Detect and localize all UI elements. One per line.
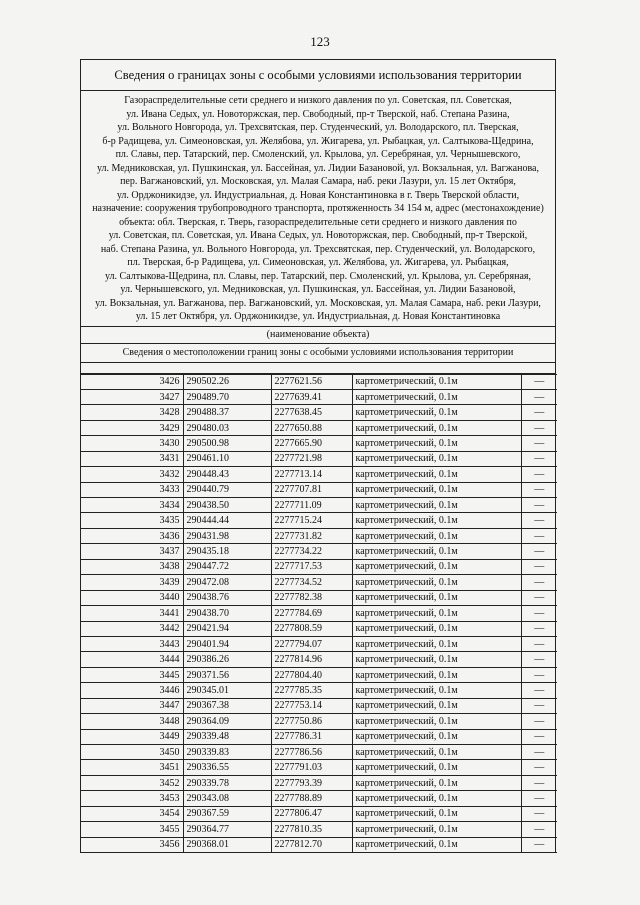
accuracy-dash: — — [521, 575, 557, 590]
accuracy-dash: — — [521, 451, 557, 466]
accuracy-dash: — — [521, 822, 557, 837]
determination-method: картометрический, 0.1м — [352, 760, 521, 775]
table-row — [81, 389, 557, 404]
point-number: 3444 — [81, 652, 183, 667]
table-row — [81, 451, 557, 466]
coordinate-y: 2277810.35 — [271, 822, 352, 837]
object-name-caption: (наименование объекта) — [81, 327, 555, 344]
coordinate-x: 290339.78 — [183, 775, 271, 790]
location-section-title: Сведения о местоположении границ зоны с особыми условиями использования территории — [81, 344, 555, 363]
coordinate-x: 290435.18 — [183, 544, 271, 559]
coordinate-y: 2277638.45 — [271, 405, 352, 420]
determination-method: картометрический, 0.1м — [352, 528, 521, 543]
coordinate-x: 290438.76 — [183, 590, 271, 605]
coordinate-x: 290336.55 — [183, 760, 271, 775]
accuracy-dash: — — [521, 374, 557, 389]
coordinate-y: 2277788.89 — [271, 791, 352, 806]
coordinate-x: 290364.77 — [183, 822, 271, 837]
table-row — [81, 544, 557, 559]
table-row — [81, 374, 557, 389]
determination-method: картометрический, 0.1м — [352, 420, 521, 435]
coordinate-y: 2277721.98 — [271, 451, 352, 466]
point-number: 3455 — [81, 822, 183, 837]
determination-method: картометрический, 0.1м — [352, 729, 521, 744]
accuracy-dash: — — [521, 467, 557, 482]
point-number: 3445 — [81, 667, 183, 682]
accuracy-dash: — — [521, 498, 557, 513]
description-line: ул. Советская, пл. Советская, ул. Ивана Седых, ул. Новоторжская, пер. Свободный, пр-т Тверской, — [108, 230, 528, 241]
point-number: 3436 — [81, 528, 183, 543]
accuracy-dash: — — [521, 559, 557, 574]
determination-method: картометрический, 0.1м — [352, 652, 521, 667]
determination-method: картометрический, 0.1м — [352, 621, 521, 636]
point-number: 3454 — [81, 806, 183, 821]
accuracy-dash: — — [521, 837, 557, 852]
point-number: 3430 — [81, 436, 183, 451]
point-number: 3446 — [81, 683, 183, 698]
determination-method: картометрический, 0.1м — [352, 714, 521, 729]
description-line: объекта: обл. Тверская, г. Тверь, газораспределительные сети среднего и низкого давления по — [119, 216, 517, 228]
determination-method: картометрический, 0.1м — [352, 791, 521, 806]
description-line: ул. Салтыкова-Щедрина, пл. Славы, пер. Татарский, пер. Смоленский, ул. Крылова, ул. Серебряная, — [105, 270, 531, 282]
table-row — [81, 745, 557, 760]
description-line: ул. 15 лет Октября, ул. Орджоникидзе, ул. Индустриальная, д. Новая Константиновка — [135, 311, 501, 322]
point-number: 3447 — [81, 698, 183, 713]
description-line: ул. Чернышевского, ул. Медниковская, ул. Пушкинская, ул. Бассейная, ул. Лидии Базановой, — [120, 284, 516, 295]
table-row — [81, 513, 557, 528]
coordinate-x: 290339.83 — [183, 745, 271, 760]
table-row — [81, 760, 557, 775]
coordinate-x: 290438.50 — [183, 498, 271, 513]
coordinate-y: 2277782.38 — [271, 590, 352, 605]
point-number: 3434 — [81, 498, 183, 513]
coordinate-y: 2277665.90 — [271, 436, 352, 451]
coordinate-y: 2277707.81 — [271, 482, 352, 497]
coordinate-x: 290480.03 — [183, 420, 271, 435]
determination-method: картометрический, 0.1м — [352, 467, 521, 482]
coordinate-x: 290401.94 — [183, 636, 271, 651]
table-row — [81, 714, 557, 729]
point-number: 3456 — [81, 837, 183, 852]
accuracy-dash: — — [521, 698, 557, 713]
page-number: 123 — [310, 34, 330, 49]
accuracy-dash: — — [521, 775, 557, 790]
coordinate-x: 290364.09 — [183, 714, 271, 729]
accuracy-dash: — — [521, 714, 557, 729]
coordinate-x: 290472.08 — [183, 575, 271, 590]
object-description — [81, 91, 555, 327]
description-line: ул. Вольного Новгорода, ул. Трехсвятская, пер. Студенческий, ул. Володарского, пл. Тверская, — [117, 122, 519, 133]
description-line: ул. Орджоникидзе, ул. Индустриальная, д. Новая Константиновка в г. Тверь Тверской области, — [116, 189, 520, 201]
table-row — [81, 621, 557, 636]
coordinate-y: 2277786.31 — [271, 729, 352, 744]
accuracy-dash: — — [521, 528, 557, 543]
coordinate-y: 2277806.47 — [271, 806, 352, 821]
point-number: 3451 — [81, 760, 183, 775]
table-row — [81, 698, 557, 713]
description-line: ул. Ивана Седых, ул. Новоторжская, пер. Свободный, пр-т Тверской, наб. Степана Разина, — [126, 108, 510, 120]
coordinate-x: 290421.94 — [183, 621, 271, 636]
coordinate-y: 2277621.56 — [271, 374, 352, 389]
point-number: 3431 — [81, 451, 183, 466]
coordinate-x: 290371.56 — [183, 667, 271, 682]
coordinate-x: 290345.01 — [183, 683, 271, 698]
coordinate-x: 290367.59 — [183, 806, 271, 821]
determination-method: картометрический, 0.1м — [352, 513, 521, 528]
coordinate-y: 2277808.59 — [271, 621, 352, 636]
determination-method: картометрический, 0.1м — [352, 636, 521, 651]
description-line: наб. Степана Разина, ул. Вольного Новгорода, ул. Трехсвятская, пер. Студенческий, ул. Володарского, — [100, 243, 536, 255]
coordinate-y: 2277715.24 — [271, 513, 352, 528]
coordinate-x: 290431.98 — [183, 528, 271, 543]
point-number: 3443 — [81, 636, 183, 651]
accuracy-dash: — — [521, 636, 557, 651]
point-number: 3435 — [81, 513, 183, 528]
determination-method: картометрический, 0.1м — [352, 374, 521, 389]
coordinate-x: 290488.37 — [183, 405, 271, 420]
coordinate-y: 2277804.40 — [271, 667, 352, 682]
point-number: 3433 — [81, 482, 183, 497]
point-number: 3426 — [81, 374, 183, 389]
description-line: пл. Тверская, б-р Радищева, ул. Симеоновская, ул. Желябова, ул. Жигарева, ул. Рыбацкая, — [127, 257, 509, 268]
point-number: 3453 — [81, 791, 183, 806]
determination-method: картометрический, 0.1м — [352, 389, 521, 404]
description-line: ул. Медниковская, ул. Пушкинская, ул. Бассейная, ул. Лидии Базановой, ул. Вокзальная, ул. Вагжанова, — [97, 162, 539, 174]
table-row — [81, 436, 557, 451]
determination-method: картометрический, 0.1м — [352, 482, 521, 497]
determination-method: картометрический, 0.1м — [352, 436, 521, 451]
accuracy-dash: — — [521, 389, 557, 404]
table-row — [81, 482, 557, 497]
accuracy-dash: — — [521, 729, 557, 744]
determination-method: картометрический, 0.1м — [352, 405, 521, 420]
coordinate-x: 290444.44 — [183, 513, 271, 528]
boundary-info-form — [80, 59, 556, 853]
accuracy-dash: — — [521, 760, 557, 775]
table-row — [81, 405, 557, 420]
table-row — [81, 729, 557, 744]
coordinate-y: 2277753.14 — [271, 698, 352, 713]
coordinate-x: 290448.43 — [183, 467, 271, 482]
table-row — [81, 652, 557, 667]
coordinate-x: 290386.26 — [183, 652, 271, 667]
description-line: б-р Радищева, ул. Симеоновская, ул. Желябова, ул. Жигарева, ул. Рыбацкая, ул. Салтыкова-Щедрина, — [102, 135, 534, 147]
table-row — [81, 636, 557, 651]
table-row — [81, 498, 557, 513]
table-row — [81, 606, 557, 621]
table-row — [81, 806, 557, 821]
accuracy-dash: — — [521, 544, 557, 559]
description-line: Газораспределительные сети среднего и низкого давления по ул. Советская, пл. Советская, — [124, 95, 512, 106]
coordinate-y: 2277713.14 — [271, 467, 352, 482]
coordinate-x: 290343.08 — [183, 791, 271, 806]
coordinate-y: 2277717.53 — [271, 559, 352, 574]
point-number: 3442 — [81, 621, 183, 636]
table-header-spacer — [81, 363, 555, 374]
determination-method: картометрический, 0.1м — [352, 806, 521, 821]
point-number: 3427 — [81, 389, 183, 404]
coordinate-y: 2277711.09 — [271, 498, 352, 513]
coordinate-x: 290502.26 — [183, 374, 271, 389]
table-row — [81, 528, 557, 543]
accuracy-dash: — — [521, 791, 557, 806]
table-row — [81, 683, 557, 698]
determination-method: картометрический, 0.1м — [352, 498, 521, 513]
accuracy-dash: — — [521, 405, 557, 420]
table-row — [81, 822, 557, 837]
determination-method: картометрический, 0.1м — [352, 590, 521, 605]
determination-method: картометрический, 0.1м — [352, 698, 521, 713]
accuracy-dash: — — [521, 482, 557, 497]
accuracy-dash: — — [521, 745, 557, 760]
point-number: 3448 — [81, 714, 183, 729]
coordinate-x: 290440.79 — [183, 482, 271, 497]
point-number: 3428 — [81, 405, 183, 420]
accuracy-dash: — — [521, 513, 557, 528]
accuracy-dash: — — [521, 667, 557, 682]
coordinate-y: 2277734.22 — [271, 544, 352, 559]
accuracy-dash: — — [521, 683, 557, 698]
coordinate-x: 290461.10 — [183, 451, 271, 466]
coordinate-x: 290489.70 — [183, 389, 271, 404]
coordinate-y: 2277650.88 — [271, 420, 352, 435]
accuracy-dash: — — [521, 806, 557, 821]
point-number: 3429 — [81, 420, 183, 435]
accuracy-dash: — — [521, 606, 557, 621]
accuracy-dash: — — [521, 652, 557, 667]
coordinates-table — [81, 374, 557, 854]
coordinate-x: 290368.01 — [183, 837, 271, 852]
accuracy-dash: — — [521, 420, 557, 435]
coordinate-y: 2277750.86 — [271, 714, 352, 729]
point-number: 3452 — [81, 775, 183, 790]
determination-method: картометрический, 0.1м — [352, 559, 521, 574]
coordinate-y: 2277793.39 — [271, 775, 352, 790]
document-title: Сведения о границах зоны с особыми условиями использования территории — [81, 60, 555, 91]
point-number: 3441 — [81, 606, 183, 621]
coordinate-x: 290447.72 — [183, 559, 271, 574]
description-line: пл. Славы, пер. Татарский, пер. Смоленский, ул. Крылова, ул. Серебряная, ул. Чернышевского, — [115, 149, 521, 160]
point-number: 3449 — [81, 729, 183, 744]
table-row — [81, 559, 557, 574]
point-number: 3432 — [81, 467, 183, 482]
table-row — [81, 590, 557, 605]
determination-method: картометрический, 0.1м — [352, 822, 521, 837]
coordinate-y: 2277639.41 — [271, 389, 352, 404]
determination-method: картометрический, 0.1м — [352, 575, 521, 590]
table-row — [81, 420, 557, 435]
table-row — [81, 775, 557, 790]
coordinate-y: 2277786.56 — [271, 745, 352, 760]
coordinate-y: 2277734.52 — [271, 575, 352, 590]
coordinate-y: 2277791.03 — [271, 760, 352, 775]
accuracy-dash: — — [521, 621, 557, 636]
table-row — [81, 575, 557, 590]
coordinate-x: 290438.70 — [183, 606, 271, 621]
coordinate-y: 2277785.35 — [271, 683, 352, 698]
coordinate-y: 2277794.07 — [271, 636, 352, 651]
determination-method: картометрический, 0.1м — [352, 745, 521, 760]
table-row — [81, 467, 557, 482]
determination-method: картометрический, 0.1м — [352, 683, 521, 698]
table-row — [81, 837, 557, 852]
description-line: ул. Вокзальная, ул. Вагжанова, пер. Вагжановский, ул. Московская, ул. Малая Самара, наб. реки Лазури, — [95, 297, 541, 309]
point-number: 3450 — [81, 745, 183, 760]
coordinate-y: 2277812.70 — [271, 837, 352, 852]
coordinate-y: 2277731.82 — [271, 528, 352, 543]
coordinate-y: 2277814.96 — [271, 652, 352, 667]
point-number: 3440 — [81, 590, 183, 605]
description-line: пер. Вагжановский, ул. Московская, ул. Малая Самара, наб. реки Лазури, ул. 15 лет Октября, — [120, 176, 516, 187]
determination-method: картометрический, 0.1м — [352, 606, 521, 621]
table-row — [81, 667, 557, 682]
determination-method: картометрический, 0.1м — [352, 667, 521, 682]
determination-method: картометрический, 0.1м — [352, 837, 521, 852]
point-number: 3439 — [81, 575, 183, 590]
determination-method: картометрический, 0.1м — [352, 544, 521, 559]
point-number: 3437 — [81, 544, 183, 559]
table-row — [81, 791, 557, 806]
coordinate-x: 290367.38 — [183, 698, 271, 713]
description-line: назначение: сооружения трубопроводного транспорта, протяженность 34 154 м, адрес (местонахождение) — [92, 203, 544, 214]
coordinate-x: 290500.98 — [183, 436, 271, 451]
accuracy-dash: — — [521, 590, 557, 605]
coordinate-x: 290339.48 — [183, 729, 271, 744]
determination-method: картометрический, 0.1м — [352, 775, 521, 790]
determination-method: картометрический, 0.1м — [352, 451, 521, 466]
point-number: 3438 — [81, 559, 183, 574]
accuracy-dash: — — [521, 436, 557, 451]
coordinate-y: 2277784.69 — [271, 606, 352, 621]
